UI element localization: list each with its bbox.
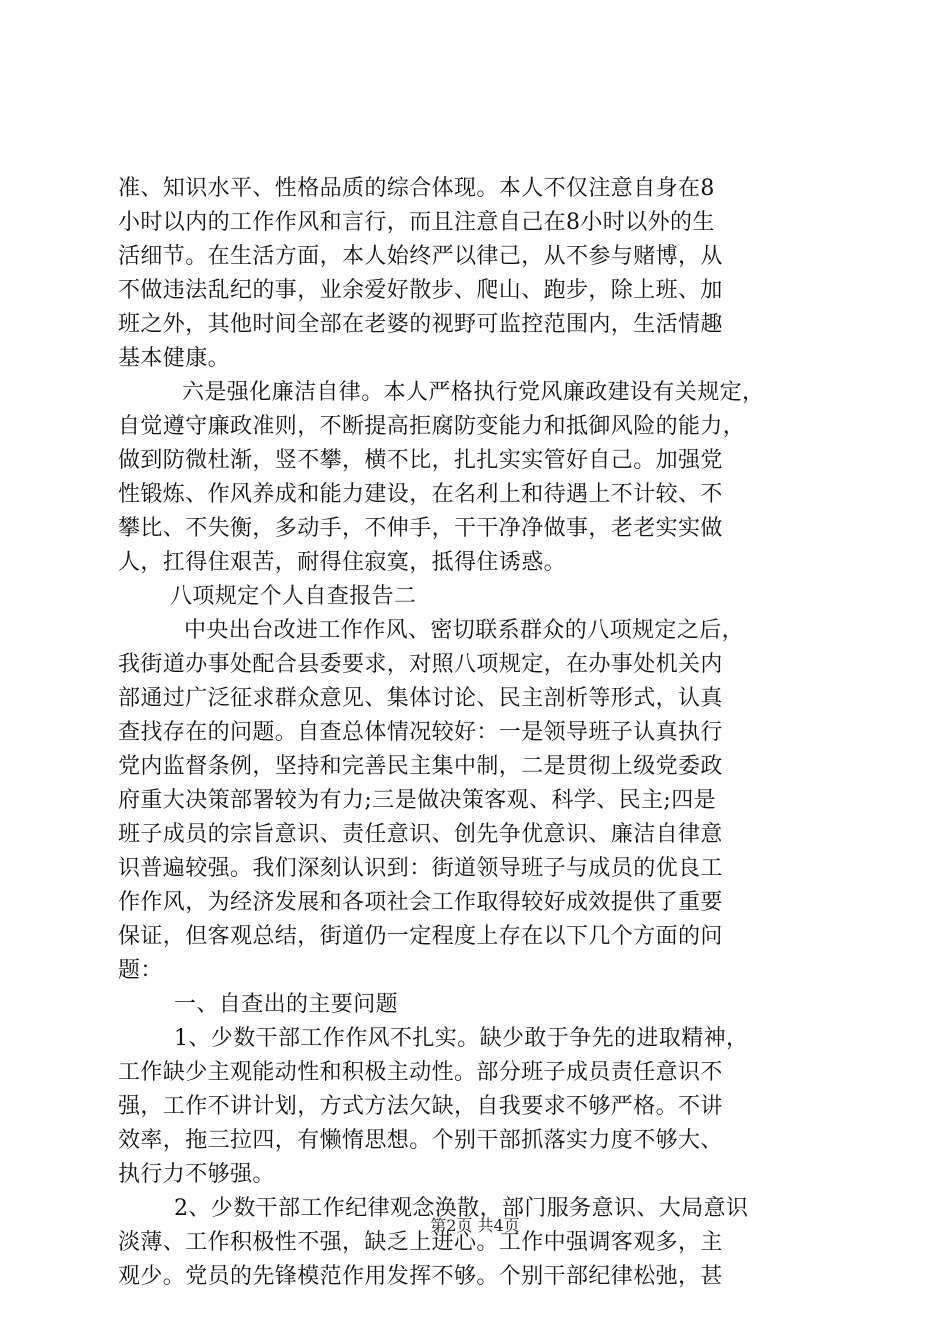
text-line: 部通过广泛征求群众意见、集体讨论、民主剖析等形式，认真: [118, 686, 723, 711]
page-footer: [0, 1216, 950, 1236]
text-line: 小时以内的工作作风和言行，而且注意自己在8小时以外的生: [118, 210, 715, 235]
text-line: 基本健康。: [118, 346, 231, 371]
paragraph-start-line: 六是强化廉洁自律。本人严格执行党风廉政建设有关规定，: [182, 380, 765, 405]
text-line: 识普遍较强。我们深刻认识到：街道领导班子与成员的优良工: [118, 856, 723, 881]
text-line: 府重大决策部署较为有力;三是做决策客观、科学、民主;四是: [118, 788, 717, 813]
text-line: 准、知识水平、性格品质的综合体现。本人不仅注意自身在8: [118, 176, 715, 201]
text-line: 攀比、不失衡，多动手，不伸手，干干净净做事，老老实实做: [118, 516, 723, 541]
text-line: 观少。党员的先锋模范作用发挥不够。个别干部纪律松弛，甚: [118, 1264, 723, 1289]
paragraph-start-line: 2、少数干部工作纪律观念涣散，部门服务意识、大局意识: [174, 1196, 749, 1221]
paragraph-start-line: 中央出台改进工作作风、密切联系群众的八项规定之后，: [184, 618, 745, 643]
document-body: [118, 172, 838, 1294]
paragraph-start-line: 1、少数干部工作作风不扎实。缺少敢于争先的进取精神，: [174, 1026, 749, 1051]
text-line: 活细节。在生活方面，本人始终严以律己，从不参与赌博，从: [118, 244, 723, 269]
text-line: 执行力不够强。: [118, 1162, 275, 1187]
text-line: 班之外，其他时间全部在老婆的视野可监控范围内，生活情趣: [118, 312, 723, 337]
text-line: 做到防微杜渐，竖不攀，横不比，扎扎实实管好自己。加强党: [118, 448, 723, 473]
text-line: 工作缺少主观能动性和积极主动性。部分班子成员责任意识不: [118, 1060, 723, 1085]
text-line: 淡薄、工作积极性不强，缺乏上进心。工作中强调客观多，主: [118, 1230, 723, 1255]
text-line: 题：: [118, 958, 163, 983]
text-line: 班子成员的宗旨意识、责任意识、创先争优意识、廉洁自律意: [118, 822, 723, 847]
text-line: 人，扛得住艰苦，耐得住寂寞，抵得住诱惑。: [118, 550, 567, 575]
text-line: 查找存在的问题。自查总体情况较好：一是领导班子认真执行: [118, 720, 723, 745]
text-line: 性锻炼、作风养成和能力建设，在名利上和待遇上不计较、不: [118, 482, 723, 507]
text-line: 自觉遵守廉政准则，不断提高拒腐防变能力和抵御风险的能力，: [118, 414, 746, 439]
page-number: 第2页 共4页: [430, 1216, 520, 1235]
text-line: 作作风，为经济发展和各项社会工作取得较好成效提供了重要: [118, 890, 723, 915]
text-line: 我街道办事处配合县委要求，对照八项规定，在办事处机关内: [118, 652, 723, 677]
text-line: 不做违法乱纪的事，业余爱好散步、爬山、跑步，除上班、加: [118, 278, 723, 303]
section-heading: 八项规定个人自查报告二: [170, 584, 417, 609]
text-line: 保证，但客观总结，街道仍一定程度上存在以下几个方面的问: [118, 924, 723, 949]
section-heading: 一、自查出的主要问题: [174, 992, 399, 1017]
text-line: 效率，拖三拉四，有懒惰思想。个别干部抓落实力度不够大、: [118, 1128, 723, 1153]
text-line: 强，工作不讲计划，方式方法欠缺，自我要求不够严格。不讲: [118, 1094, 723, 1119]
text-line: 党内监督条例，坚持和完善民主集中制，二是贯彻上级党委政: [118, 754, 723, 779]
